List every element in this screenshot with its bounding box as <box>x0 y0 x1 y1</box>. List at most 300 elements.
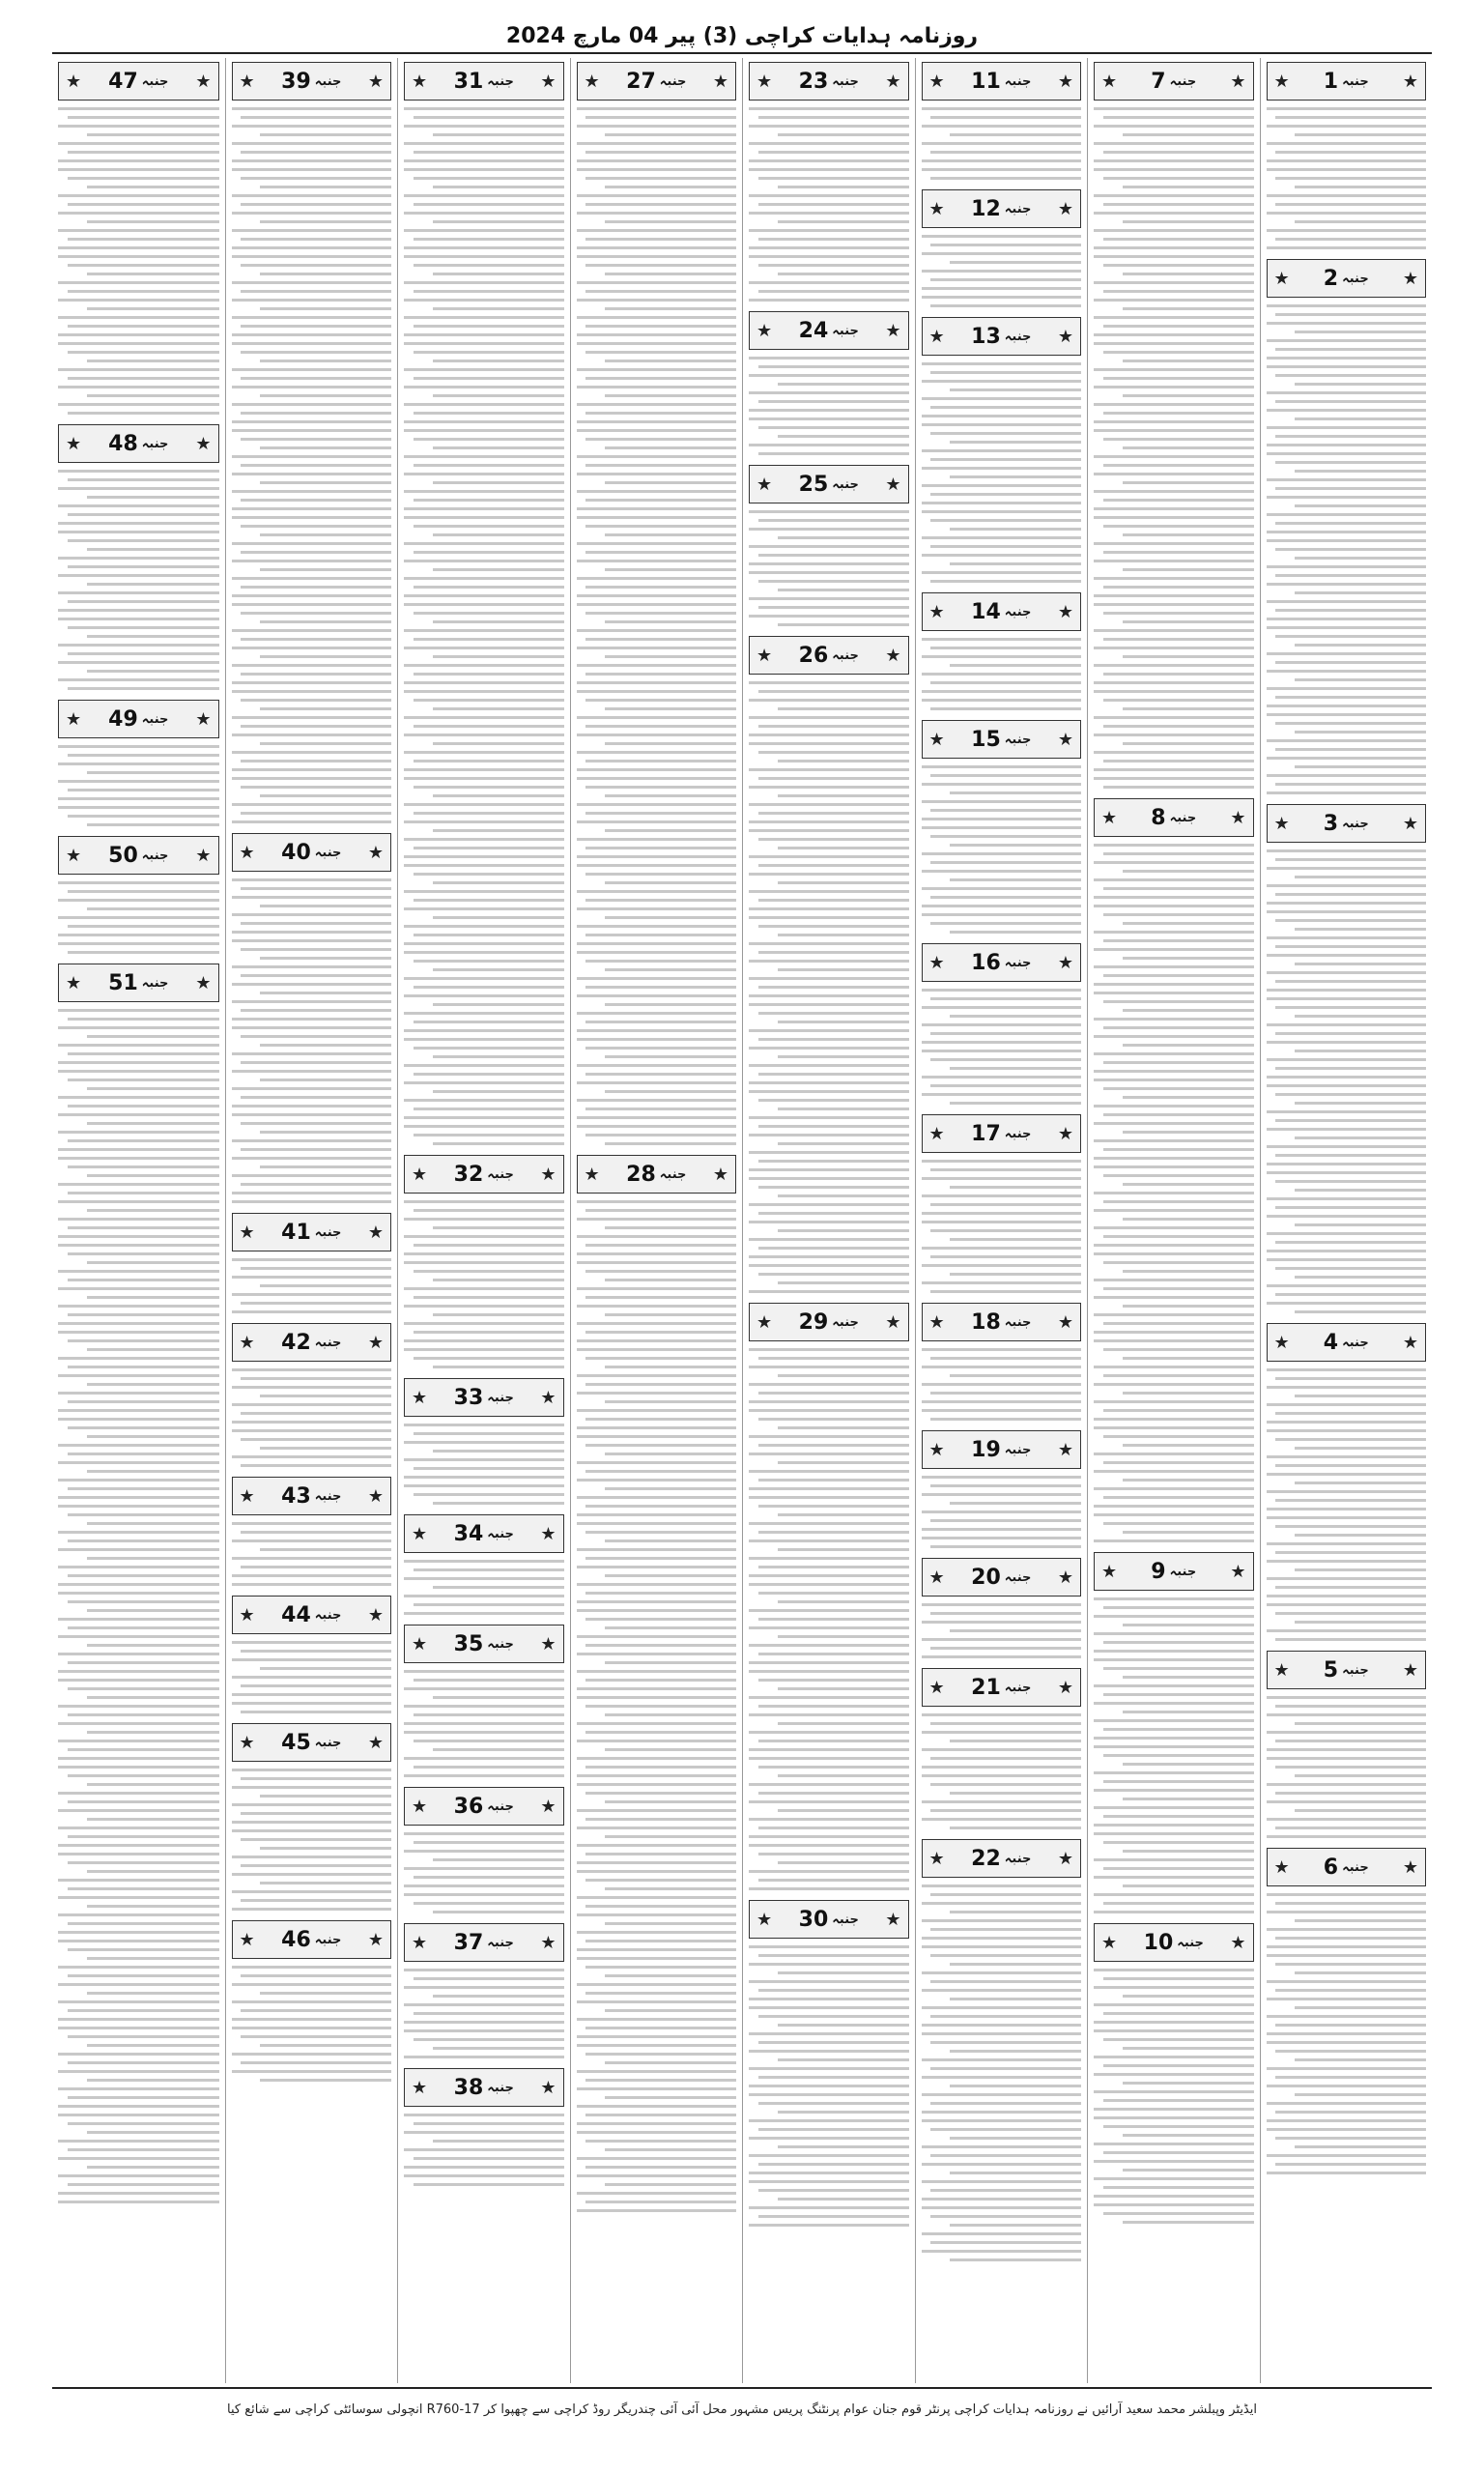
text-line <box>749 1783 909 1786</box>
text-line <box>404 907 564 910</box>
text-line <box>260 957 391 960</box>
text-line <box>1123 655 1254 658</box>
text-line <box>1103 1461 1254 1464</box>
text-line <box>1103 351 1254 354</box>
text-line <box>58 1583 219 1586</box>
text-line <box>1094 125 1254 128</box>
text-line <box>404 107 564 110</box>
text-line <box>749 615 909 618</box>
block-number: 1 <box>1323 69 1339 94</box>
block-word: جنبہ <box>1004 201 1032 216</box>
text-line <box>1094 983 1254 986</box>
text-line <box>1267 496 1427 499</box>
text-line <box>585 1853 736 1856</box>
text-line <box>58 255 219 258</box>
text-line <box>922 2250 1082 2253</box>
text-line <box>1103 1780 1254 1783</box>
star-icon: ★ <box>367 842 385 863</box>
text-line <box>404 168 564 171</box>
text-line <box>1295 504 1426 507</box>
text-line <box>950 664 1081 667</box>
text-line <box>241 812 391 815</box>
text-line <box>414 1977 564 1980</box>
text-line <box>414 2012 564 2015</box>
news-block <box>577 58 737 1145</box>
text-line <box>58 1853 219 1856</box>
text-line <box>758 1740 909 1742</box>
text-line <box>404 647 564 649</box>
article-body <box>58 467 219 690</box>
text-line <box>577 1235 737 1238</box>
text-line <box>1103 377 1254 380</box>
text-line <box>577 107 737 110</box>
news-block <box>1267 1647 1427 1838</box>
news-block <box>1094 794 1254 1542</box>
star-icon: ★ <box>367 1222 385 1243</box>
text-line <box>605 794 736 797</box>
column-2 <box>1087 58 1260 2383</box>
text-line <box>1275 177 1426 180</box>
text-line <box>922 1937 1082 1940</box>
text-line <box>1103 725 1254 728</box>
text-line <box>232 1574 392 1577</box>
text-line <box>749 1134 909 1136</box>
text-line <box>1275 348 1426 351</box>
text-line <box>749 2180 909 2183</box>
text-line <box>58 2201 219 2203</box>
text-line <box>930 278 1081 281</box>
block-number: 41 <box>281 1220 311 1245</box>
text-line <box>87 583 219 586</box>
text-line <box>922 1247 1082 1250</box>
text-line <box>1103 939 1254 942</box>
text-line <box>68 1400 219 1403</box>
text-line <box>232 896 392 899</box>
text-line <box>749 681 909 684</box>
text-line <box>1295 1015 1426 1018</box>
text-line <box>1267 910 1427 913</box>
text-line <box>232 299 392 302</box>
text-line <box>1295 1447 1426 1450</box>
text-line <box>577 2018 737 2021</box>
text-line <box>414 551 564 554</box>
text-line <box>577 2000 737 2003</box>
text-line <box>1094 168 1254 171</box>
block-heading <box>232 833 392 872</box>
text-line <box>232 1113 392 1116</box>
text-line <box>778 1108 909 1110</box>
text-line <box>577 1983 737 1986</box>
text-line <box>778 1722 909 1725</box>
text-line <box>232 629 392 632</box>
text-line <box>232 768 392 771</box>
text-line <box>68 1861 219 1864</box>
text-line <box>950 1740 1081 1742</box>
text-line <box>404 1560 564 1563</box>
text-line <box>433 568 564 571</box>
text-line <box>414 1357 564 1360</box>
text-line <box>1275 2076 1426 2079</box>
page-folio: روزنامہ ہدایات کراچی (3) پیر 04 مارچ 2024 <box>505 23 979 48</box>
text-line <box>87 823 219 826</box>
text-line <box>414 264 564 267</box>
text-line <box>87 1435 219 1438</box>
text-line <box>585 177 736 180</box>
text-line <box>930 707 1081 710</box>
text-line <box>58 1983 219 1986</box>
text-line <box>404 333 564 336</box>
block-heading <box>749 465 909 503</box>
text-line <box>585 1679 736 1682</box>
text-line <box>605 1453 736 1455</box>
text-line <box>241 2009 391 2012</box>
star-icon: ★ <box>195 972 212 993</box>
text-line <box>605 1313 736 1316</box>
text-line <box>1267 304 1427 307</box>
text-line <box>68 151 219 154</box>
text-line <box>585 1940 736 1942</box>
text-line <box>1094 2073 1254 2076</box>
text-line <box>404 977 564 980</box>
text-line <box>260 1882 391 1884</box>
text-line <box>749 716 909 719</box>
text-line <box>950 1827 1081 1829</box>
text-line <box>232 681 392 684</box>
text-line <box>749 1887 909 1890</box>
text-line <box>1275 1525 1426 1528</box>
text-line <box>1275 2163 1426 2166</box>
text-line <box>585 1792 736 1795</box>
block-heading <box>1267 62 1427 101</box>
text-line <box>749 1731 909 1734</box>
text-line <box>1094 212 1254 215</box>
text-line <box>1103 1841 1254 1844</box>
star-icon: ★ <box>411 1932 428 1953</box>
text-line <box>778 2111 909 2114</box>
star-icon: ★ <box>756 645 773 666</box>
text-line <box>58 1592 219 1595</box>
text-line <box>404 1595 564 1597</box>
block-label <box>971 728 1031 752</box>
text-line <box>749 1574 909 1577</box>
news-block <box>232 1473 392 1586</box>
text-line <box>404 1116 564 1119</box>
text-line <box>1103 1435 1254 1438</box>
text-line <box>1267 1945 1427 1948</box>
text-line <box>414 847 564 849</box>
text-line <box>758 1160 909 1163</box>
text-line <box>1275 435 1426 438</box>
text-line <box>1094 1426 1254 1429</box>
article-body <box>749 1942 909 2227</box>
text-line <box>1123 220 1254 223</box>
text-line <box>778 2145 909 2148</box>
text-line <box>605 1090 736 1093</box>
text-line <box>758 426 909 429</box>
text-line <box>1094 1052 1254 1055</box>
text-line <box>577 386 737 388</box>
text-line <box>1295 1276 1426 1279</box>
text-line <box>1123 1850 1254 1853</box>
text-line <box>433 620 564 623</box>
text-line <box>404 1757 564 1760</box>
text-line <box>758 1766 909 1769</box>
text-line <box>433 1279 564 1281</box>
text-line <box>1103 1641 1254 1644</box>
text-line <box>68 789 219 791</box>
text-line <box>232 1769 392 1771</box>
text-line <box>58 1183 219 1186</box>
text-line <box>1094 905 1254 907</box>
text-line <box>404 1012 564 1015</box>
text-line <box>58 1966 219 1969</box>
text-line <box>605 2183 736 2186</box>
text-line <box>58 229 219 232</box>
text-line <box>749 1945 909 1948</box>
star-icon: ★ <box>885 645 901 666</box>
text-line <box>749 194 909 197</box>
text-line <box>778 273 909 275</box>
block-label <box>1151 1560 1196 1584</box>
text-line <box>414 873 564 876</box>
article-body <box>404 104 564 1145</box>
text-line <box>605 273 736 275</box>
text-line <box>1103 2212 1254 2215</box>
text-line <box>414 699 564 702</box>
text-line <box>749 545 909 548</box>
article-body <box>922 1157 1082 1293</box>
news-block <box>749 632 909 1293</box>
text-line <box>922 2058 1082 2061</box>
text-line <box>605 1003 736 1006</box>
block-label <box>971 951 1031 975</box>
block-heading <box>922 592 1082 631</box>
text-line <box>404 1099 564 1102</box>
news-block <box>749 1896 909 2227</box>
text-line <box>68 1948 219 1951</box>
news-block <box>232 58 392 823</box>
text-line <box>1123 1479 1254 1482</box>
text-line <box>605 2009 736 2012</box>
block-heading <box>1094 1552 1254 1591</box>
block-heading <box>232 1596 392 1634</box>
text-line <box>58 881 219 884</box>
block-word: جنبہ <box>832 476 859 492</box>
text-line <box>585 2027 736 2029</box>
text-line <box>241 725 391 728</box>
news-block <box>922 58 1082 180</box>
text-line <box>749 1203 909 1206</box>
imprint-line: ایڈیٹر وپبلشر محمد سعید آرائیں نے روزنامہ ہدایات کراچی پرنٹر قوم جنان عوام پرنٹنگ پریس مشہور محل آئی آئی چندریگر روڈ کراچی سے چھپوا کر R760-17 انچولی سوسائٹی کراچی سے شائع کیا <box>227 2402 1257 2417</box>
text-line <box>232 1192 392 1194</box>
block-word: جنبہ <box>1342 1662 1369 1678</box>
text-line <box>749 2067 909 2070</box>
text-line <box>1275 487 1426 490</box>
block-label <box>626 1163 686 1187</box>
text-line <box>58 2018 219 2021</box>
text-line <box>749 829 909 832</box>
text-line <box>1103 2099 1254 2102</box>
text-line <box>1267 1818 1427 1821</box>
text-line <box>930 2015 1081 2018</box>
text-line <box>605 1539 736 1542</box>
text-line <box>433 1226 564 1229</box>
text-line <box>605 533 736 536</box>
text-line <box>414 325 564 328</box>
text-line <box>605 1279 736 1281</box>
text-line <box>58 1635 219 1638</box>
text-line <box>922 1774 1082 1777</box>
text-line <box>1094 368 1254 371</box>
text-line <box>68 290 219 293</box>
text-line <box>1094 1035 1254 1038</box>
block-heading <box>232 1723 392 1762</box>
text-line <box>1094 647 1254 649</box>
text-line <box>758 1879 909 1882</box>
block-heading <box>58 964 219 1002</box>
text-line <box>1295 876 1426 878</box>
text-line <box>1103 1754 1254 1757</box>
block-word: جنبہ <box>832 647 859 663</box>
text-line <box>930 458 1081 461</box>
news-block <box>749 1299 909 1890</box>
text-line <box>232 1983 392 1986</box>
text-line <box>950 1963 1081 1966</box>
news-block <box>232 1592 392 1713</box>
text-line <box>1123 133 1254 136</box>
text-line <box>1267 2067 1427 2070</box>
text-line <box>1094 1383 1254 1386</box>
text-line <box>404 2003 564 2006</box>
text-line <box>758 1853 909 1856</box>
text-line <box>232 1676 392 1679</box>
text-line <box>1275 238 1426 241</box>
text-line <box>1094 896 1254 899</box>
text-line <box>1103 2038 1254 2041</box>
text-line <box>585 986 736 989</box>
text-line <box>577 159 737 162</box>
text-line <box>1275 1766 1426 1769</box>
text-line <box>922 467 1082 470</box>
text-line <box>404 142 564 145</box>
text-line <box>232 1641 392 1644</box>
star-icon: ★ <box>411 1633 428 1654</box>
text-line <box>922 571 1082 574</box>
news-block <box>232 1719 392 1911</box>
text-line <box>605 1142 736 1145</box>
text-line <box>749 229 909 232</box>
text-line <box>778 133 909 136</box>
text-line <box>1267 2128 1427 2131</box>
block-number: 31 <box>453 69 484 94</box>
text-line <box>585 812 736 815</box>
text-line <box>1267 1696 1427 1699</box>
text-line <box>404 994 564 997</box>
text-line <box>433 133 564 136</box>
text-line <box>1267 774 1427 777</box>
text-line <box>1123 707 1254 710</box>
text-line <box>1103 760 1254 762</box>
text-line <box>87 307 219 310</box>
text-line <box>1267 2154 1427 2157</box>
text-line <box>404 368 564 371</box>
text-line <box>58 2000 219 2003</box>
text-line <box>260 707 391 710</box>
text-line <box>1103 699 1254 702</box>
text-line <box>433 1696 564 1699</box>
text-line <box>404 1577 564 1580</box>
text-line <box>241 290 391 293</box>
star-icon: ★ <box>885 1311 901 1333</box>
star-icon: ★ <box>195 845 212 866</box>
text-line <box>414 934 564 936</box>
block-word: جنبہ <box>1169 1564 1197 1579</box>
text-line <box>58 806 219 809</box>
text-line <box>577 1931 737 1934</box>
text-line <box>758 452 909 455</box>
block-word: جنبہ <box>487 73 514 89</box>
text-line <box>1267 539 1427 542</box>
text-line <box>585 412 736 415</box>
text-line <box>1094 734 1254 736</box>
text-line <box>1123 870 1254 873</box>
text-line <box>1094 1470 1254 1473</box>
text-line <box>58 1496 219 1499</box>
footer-divider <box>52 2387 1432 2389</box>
column-5 <box>570 58 743 2383</box>
text-line <box>930 1255 1081 1258</box>
star-icon: ★ <box>1100 1932 1118 1953</box>
text-line <box>232 368 392 371</box>
text-line <box>404 1867 564 1870</box>
block-word: جنبہ <box>141 711 169 727</box>
text-line <box>758 925 909 928</box>
text-line <box>58 1679 219 1682</box>
text-line <box>1295 1223 1426 1226</box>
text-line <box>922 1409 1082 1412</box>
block-number: 51 <box>108 970 138 995</box>
text-line <box>414 1331 564 1334</box>
text-line <box>58 142 219 145</box>
text-line <box>1295 331 1426 333</box>
text-line <box>749 1583 909 1586</box>
text-line <box>1103 1113 1254 1116</box>
text-line <box>577 803 737 806</box>
text-line <box>1275 1937 1426 1940</box>
text-line <box>404 820 564 823</box>
text-line <box>1094 246 1254 249</box>
article-body <box>404 1829 564 1913</box>
text-line <box>433 1911 564 1913</box>
text-line <box>1267 2032 1427 2035</box>
text-line <box>241 1566 391 1568</box>
text-line <box>414 1296 564 1299</box>
text-line <box>1267 1058 1427 1061</box>
block-heading <box>1267 1848 1427 1886</box>
text-line <box>922 905 1082 907</box>
text-line <box>58 644 219 647</box>
text-line <box>404 299 564 302</box>
text-line <box>241 116 391 119</box>
text-line <box>1094 516 1254 519</box>
block-label <box>454 2076 514 2100</box>
text-line <box>232 1429 392 1432</box>
text-line <box>414 151 564 154</box>
text-line <box>749 562 909 565</box>
text-line <box>1295 1102 1426 1105</box>
text-line <box>758 812 909 815</box>
block-word: جنبہ <box>487 1935 514 1950</box>
